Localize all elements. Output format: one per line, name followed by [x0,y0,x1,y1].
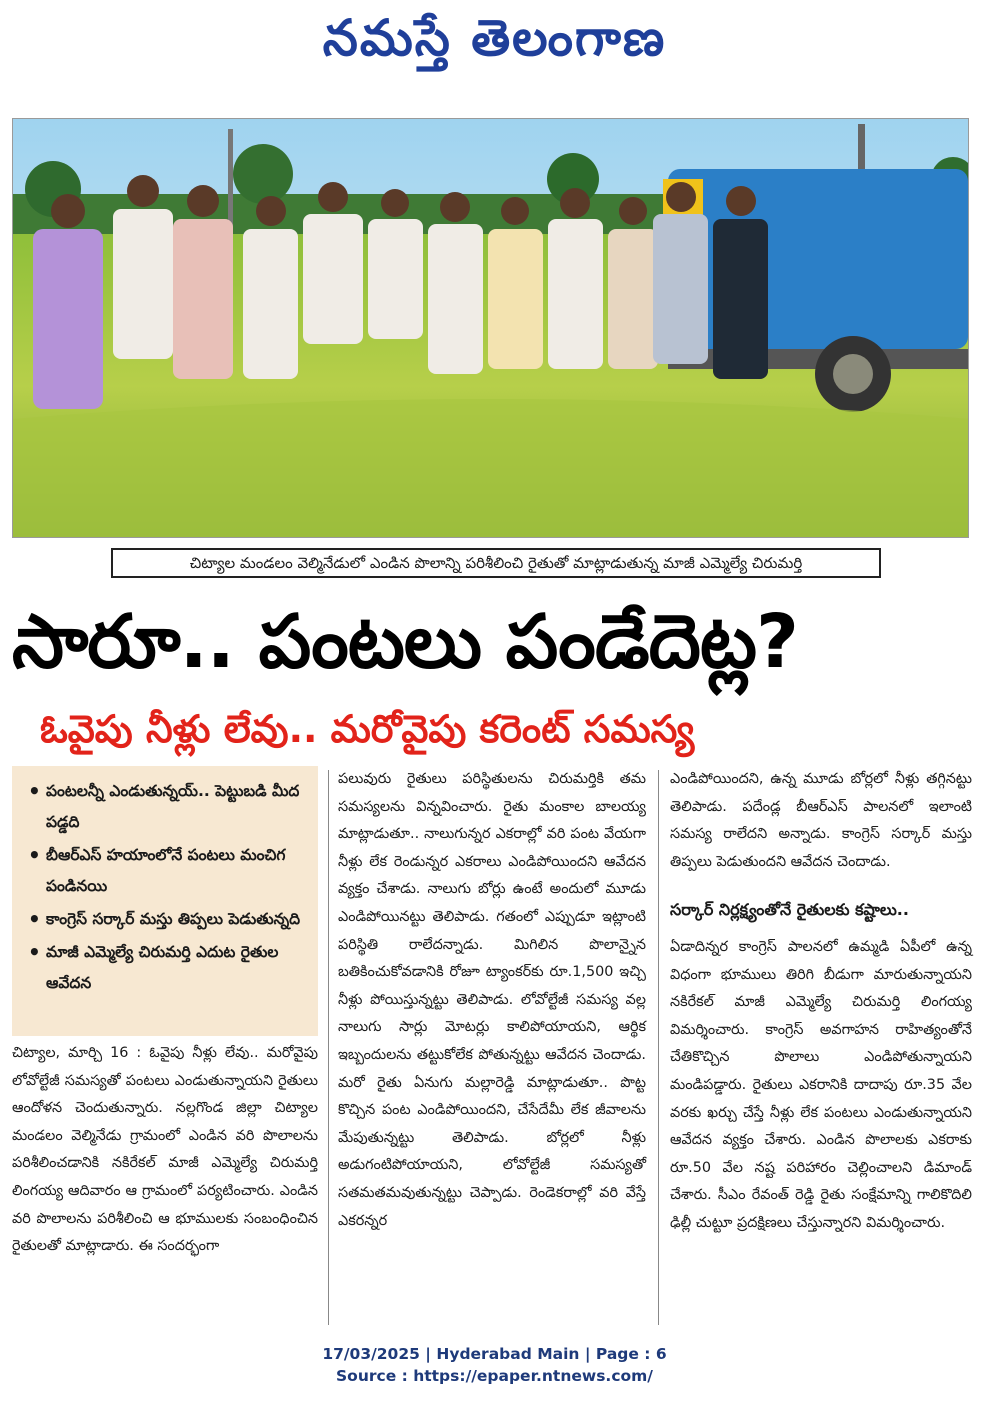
article-column-1 [12,1040,318,1261]
highlight-item: • బీఆర్ఎస్ హయాంలోనే పంటలు మంచిగ పండినయి [24,840,310,902]
footer-date-edition: 17/03/2025 | Hyderabad Main | Page : 6 [322,1345,667,1363]
masthead-logo: నమస్తే తెలంగాణ [322,8,667,67]
article-paragraph: పలువురు రైతులు పరిస్థితులను చిరుమర్తికి తమ సమస్యలను విన్నవించారు. రైతు మంకాల బాలయ్య మాట్లాడుతూ.. నాలుగున్నర ఎకరాల్లో వరి పంట వేయగా నీళ్లు లేక రెండున్నర ఎకరాలు ఎండిపోయిందని ఆవేదన వ్యక్తం చేశాడు. నాలుగు బోర్లు ఉంటే అందులో మూడు ఎండిపోయినట్టు తెలిపాడు. గతంలో ఎప్పుడూ ఇట్లాంటి పరిస్థితి రాలేదన్నాడు. మిగిలిన పొలాన్నైన బతికించుకోవడానికి రోజూ ట్యాంకర్‌కు రూ.1,500 ఇచ్చి నీళ్లు పోయిస్తున్నట్టు తెలిపాడు. లోవోల్టేజీ సమస్య వల్ల నాలుగు సార్లు మోటర్లు కాలిపోయాయని, ఆర్థిక ఇబ్బందులను తట్టుకోలేక పోతున్నట్టు ఆవేదన చెందాడు. మరో రైతు ఏనుగు మల్లారెడ్డి మాట్లాడుతూ.. పొట్ట కొచ్చిన పంట ఎండిపోయిందని, చేసేదేమీ లేక జీవాలను మేపుతున్నట్టు తెలిపాడు. బోర్లలో నీళ్లు అడుగంటిపోయాయని, లోవోల్టేజీ సమస్యతో సతమతమవుతున్నట్టు చెప్పాడు. రెండెకరాల్లో వరి వేస్తే ఎకరన్నర [338,771,646,1229]
article-paragraph: చిట్యాల, మార్చి 16 : ఓవైపు నీళ్లు లేవు.. మరోవైపు లోవోల్టేజీ సమస్యతో పంటలు ఎండుతున్నాయని రైతులు ఆందోళన చెందుతున్నారు. నల్లగొండ జిల్లా చిట్యాల మండలం వెల్మినేడు గ్రామంలో ఎండిన వరి పొలాలను పరిశీలించడానికి నకిరేకల్ మాజీ ఎమ్మెల్యే చిరుమర్తి లింగయ్య ఆదివారం ఆ గ్రామంలో పర్యటించారు. ఎండిన వరి పొలాలను పరిశీలించి ఆ భూములకు సంబంధించిన రైతులతో మాట్లాడారు. ఈ సందర్భంగా [12,1045,318,1255]
photo-caption: చిట్యాల మండలం వెల్మినేడులో ఎండిన పొలాన్ని పరిశీలించి రైతుతో మాట్లాడుతున్న మాజీ ఎమ్మెల్యే చిరుమర్తి [111,548,881,578]
subheadline: ఓవైపు నీళ్లు లేవు.. మరోవైపు కరెంట్ సమస్య [40,707,695,751]
highlights-box [12,766,318,1036]
highlight-item: • కాంగ్రెస్ సర్కార్ మస్తు తిప్పలు పెడుతున్నది [24,904,310,935]
article-paragraph: ఎండిపోయిందని, ఉన్న మూడు బోర్లలో నీళ్లు తగ్గినట్టు తెలిపాడు. పదేండ్ల బీఆర్ఎస్ పాలనలో ఇలాంటి సమస్య రాలేదని అన్నాడు. కాంగ్రెస్ సర్కార్ మస్తు తిప్పలు పెడుతుందని ఆవేదన చెందాడు. [670,771,972,870]
section-subheading: సర్కార్ నిర్లక్ష్యంతోనే రైతులకు కష్టాలు.. [670,900,909,920]
highlight-item: • మాజీ ఎమ్మెల్యే చిరుమర్తి ఎదుట రైతుల ఆవేదన [24,937,310,999]
headline: సారూ.. పంటలు పండేదెట్ల? [12,599,798,685]
page-footer [0,1343,989,1387]
footer-source: Source : https://epaper.ntnews.com/ [336,1367,653,1385]
news-photo [12,118,969,538]
highlight-item: • పంటలన్నీ ఎండుతున్నయ్.. పెట్టుబడి మీద పడ్డది [24,776,310,838]
column-divider [328,770,329,1325]
column-divider [658,770,659,1325]
article-column-2 [338,766,646,1235]
article-column-3 [670,766,972,1238]
article-paragraph: ఏడాదిన్నర కాంగ్రెస్ పాలనలో ఉమ్మడి ఏపీలో ఉన్న విధంగా భూములు తిరిగి బీడుగా మారుతున్నాయని నకిరేకల్ మాజీ ఎమ్మెల్యే చిరుమర్తి లింగయ్య విమర్శించారు. కాంగ్రెస్ అవగాహన రాహిత్యంతోనే చేతికొచ్చిన పొలాలు ఎండిపోతున్నాయని మండిపడ్డారు. రైతులు ఎకరానికి దాదాపు రూ.35 వేల వరకు ఖర్చు చేస్తే నీళ్లు లేక పంటలు ఎండుతున్నాయని ఆవేదన వ్యక్తం చేశారు. ఎండిన పొలాలకు ఎకరాకు రూ.50 వేల నష్ట పరిహారం చెల్లించాలని డిమాండ్ చేశారు. సీఎం రేవంత్ రెడ్డి రైతు సంక్షేమాన్ని గాలికొదిలి ఢిల్లీ చుట్టూ ప్రదక్షిణలు చేస్తున్నారని విమర్శించారు. [670,938,972,1231]
